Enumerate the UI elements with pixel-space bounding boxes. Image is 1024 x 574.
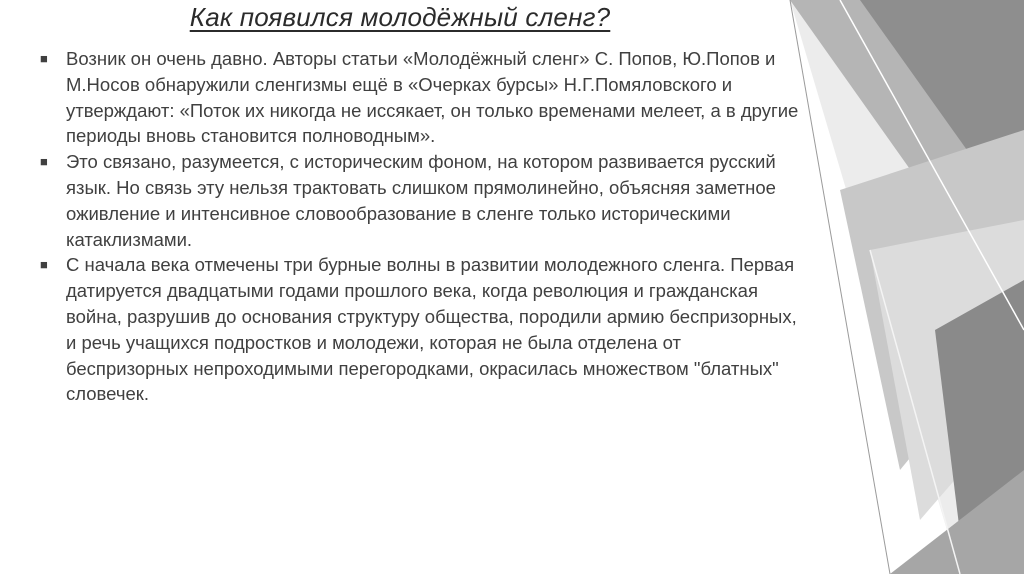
bullet-square-icon: ■ — [40, 154, 48, 170]
bullet-text: Это связано, разумеется, с историческим фоном, на котором развивается русский язык. Но связь эту нельзя трактовать слишком прямолинейно, объясняя заметное оживление и интенсивное словообразование в сленге только историческими катаклизмами. — [66, 151, 776, 250]
bullet-text: С начала века отмечены три бурные волны в развитии молодежного сленга. Первая датируется двадцатыми годами прошлого века, когда революция и гражданская война, разрушив до основания структуру общества, породили армию беспризорных, и речь учащихся подростков и молодежи, которая не была отделена от беспризорных непроходимыми перегородками, окрасилась множеством "блатных" словечек. — [66, 254, 797, 405]
bullet-square-icon: ■ — [40, 51, 48, 66]
bullet-square-icon: ■ — [40, 257, 48, 273]
bullet-list — [40, 46, 800, 407]
bullet-item — [40, 149, 800, 252]
bullet-text: Возник он очень давно. Авторы статьи «Молодёжный сленг» С. Попов, Ю.Попов и М.Носов обнаружили сленгизмы ещё в «Очерках бурсы» Н.Г.Помяловского и утверждают: «Поток их никогда не иссякает, он только временами мелеет, а в другие периоды вновь становится полноводным». — [66, 48, 799, 147]
bullet-item — [40, 252, 800, 407]
bullet-item — [40, 46, 800, 149]
slide-title: Как появился молодёжный сленг? — [189, 2, 611, 32]
